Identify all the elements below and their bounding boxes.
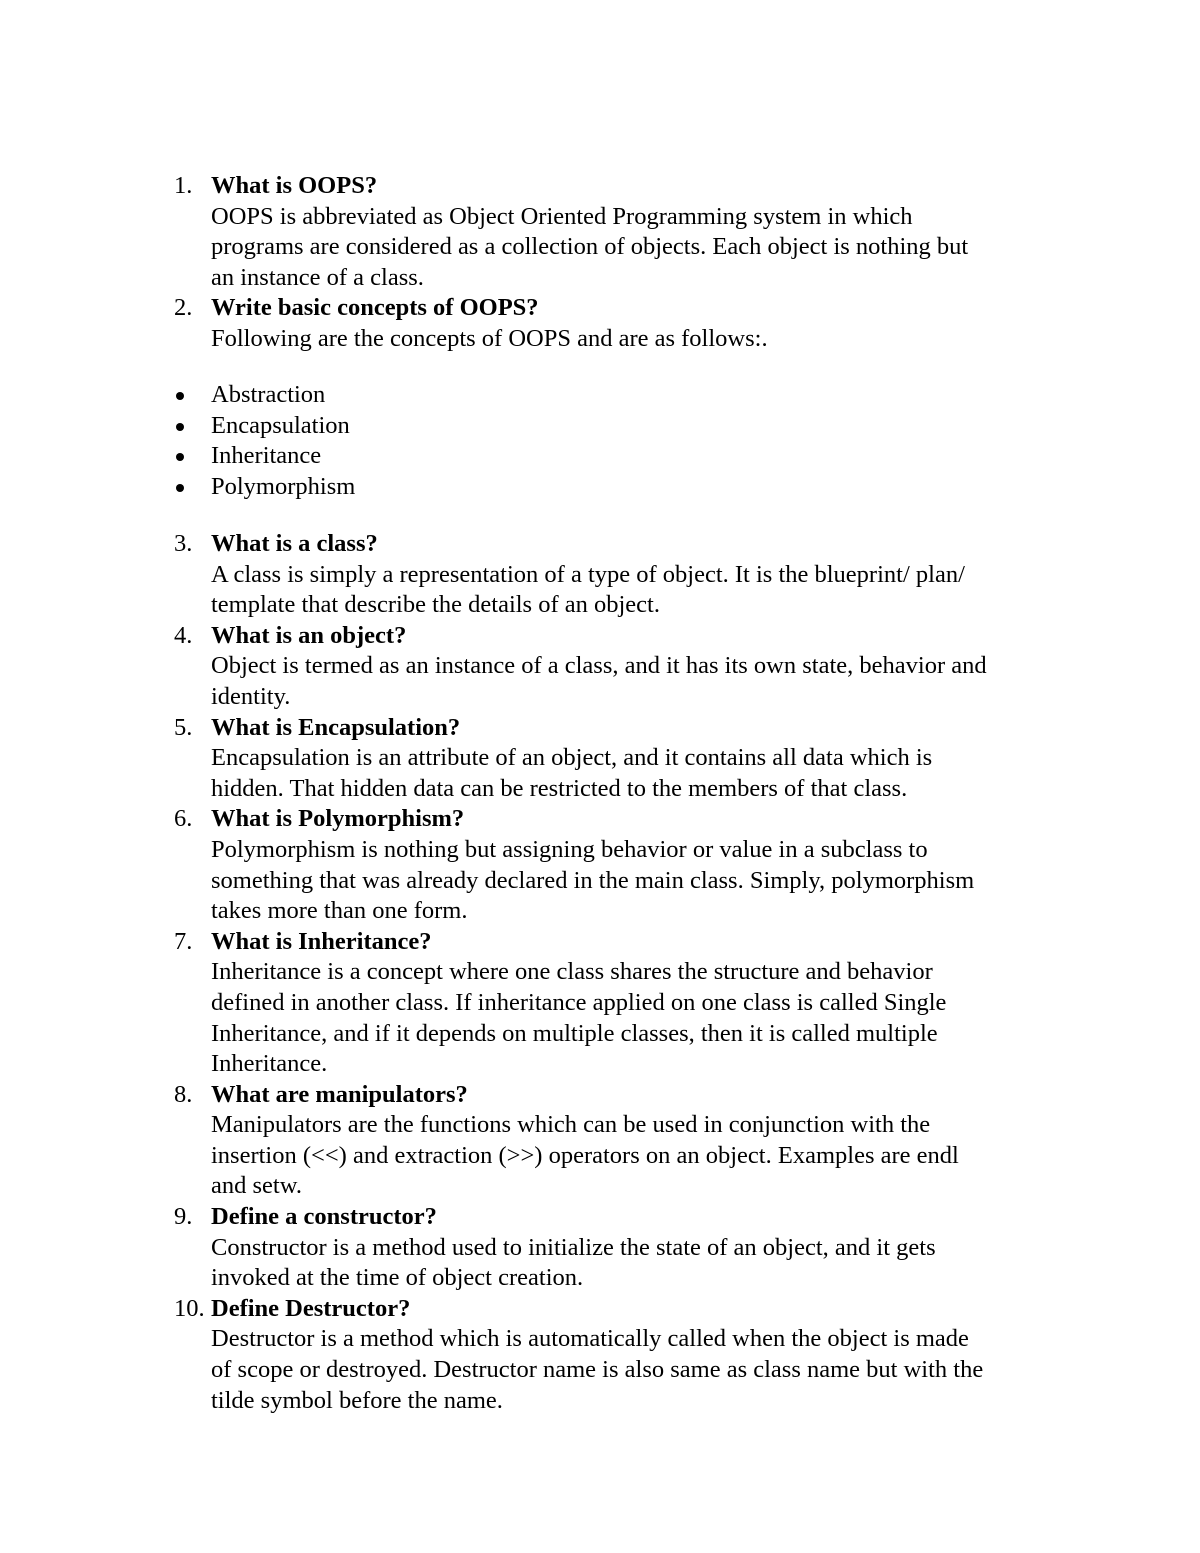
item-number: 3.: [174, 530, 193, 557]
question-item-2: [0, 293, 1061, 354]
item-number: 7.: [174, 927, 193, 955]
answer-line: A class is simply a representation of a type of object. It is the blueprint/ plan/: [211, 560, 965, 588]
question-text: Define Destructor?: [211, 1294, 411, 1322]
item-number: 4.: [174, 621, 193, 649]
answer-line: Encapsulation is an attribute of an object, and it contains all data which is: [211, 744, 933, 772]
question-text: What is Encapsulation?: [211, 713, 461, 741]
question-item-10: [0, 1294, 1061, 1416]
concept-label: Polymorphism: [211, 472, 356, 500]
questions-block-2: [0, 529, 1200, 1416]
bullet-icon: [176, 392, 184, 400]
question-text: Write basic concepts of OOPS?: [211, 294, 539, 322]
concept-label: Abstraction: [211, 381, 326, 408]
answer-line: OOPS is abbreviated as Object Oriented Programming system in which: [211, 202, 913, 230]
answer-line: of scope or destroyed. Destructor name is also same as class name but with the: [211, 1356, 984, 1384]
list-item: [0, 411, 1200, 442]
concept-label: Inheritance: [211, 442, 322, 470]
answer-line: Inheritance.: [211, 1050, 328, 1078]
item-number: 2.: [174, 294, 193, 322]
list-item: [0, 472, 1200, 503]
question-text: What are manipulators?: [211, 1080, 468, 1108]
answer-line: identity.: [211, 682, 291, 710]
question-item-1: [0, 171, 1061, 293]
answer-line: tilde symbol before the name.: [211, 1386, 503, 1414]
item-number: 6.: [174, 805, 193, 833]
item-number: 10.: [174, 1294, 205, 1322]
answer-line: something that was already declared in the main class. Simply, polymorphism: [211, 866, 975, 894]
bullet-icon: [176, 484, 184, 492]
item-number: 1.: [174, 172, 193, 199]
item-number: 8.: [174, 1080, 193, 1108]
answer-line: Constructor is a method used to initialize the state of an object, and it gets: [211, 1233, 936, 1261]
answer-line: Inheritance, and if it depends on multiple classes, then it is called multiple: [211, 1019, 938, 1047]
question-item-5: [0, 713, 1061, 805]
question-item-7: [0, 927, 1061, 1080]
answer-line: Manipulators are the functions which can be used in conjunction with the: [211, 1111, 931, 1139]
answer-line: programs are considered as a collection of objects. Each object is nothing but: [211, 233, 969, 261]
answer-line: takes more than one form.: [211, 897, 468, 925]
concept-label: Encapsulation: [211, 411, 350, 439]
question-text: What is OOPS?: [211, 172, 378, 199]
bullet-icon: [176, 453, 184, 461]
question-item-3: [0, 529, 1061, 621]
question-text: What is an object?: [211, 621, 407, 649]
answer-line: insertion (<<) and extraction (>>) operators on an object. Examples are endl: [211, 1141, 959, 1169]
question-text: What is Polymorphism?: [211, 805, 465, 833]
answer-line: Destructor is a method which is automatically called when the object is made: [211, 1325, 969, 1353]
answer-line: invoked at the time of object creation.: [211, 1264, 584, 1292]
question-text: What is Inheritance?: [211, 927, 432, 955]
question-text: What is a class?: [211, 530, 378, 557]
bullet-icon: [176, 423, 184, 431]
question-item-4: [0, 621, 1061, 713]
answer-line: Inheritance is a concept where one class shares the structure and behavior: [211, 958, 933, 986]
question-item-8: [0, 1080, 1061, 1202]
question-item-9: [0, 1202, 1061, 1294]
concepts-list: [0, 380, 1200, 502]
item-number: 9.: [174, 1203, 193, 1231]
item-number: 5.: [174, 713, 193, 741]
question-text: Define a constructor?: [211, 1203, 437, 1231]
answer-line: Object is termed as an instance of a class, and it has its own state, behavior and: [211, 652, 987, 680]
answer-line: Following are the concepts of OOPS and are as follows:.: [211, 324, 768, 352]
answer-line: Polymorphism is nothing but assigning behavior or value in a subclass to: [211, 835, 928, 863]
answer-line: defined in another class. If inheritance applied on one class is called Single: [211, 988, 947, 1016]
question-item-6: [0, 804, 1061, 926]
answer-line: hidden. That hidden data can be restricted to the members of that class.: [211, 774, 908, 802]
list-item: [0, 380, 1200, 411]
list-item: [0, 441, 1200, 472]
answer-line: template that describe the details of an object.: [211, 591, 660, 619]
answer-line: an instance of a class.: [211, 263, 424, 291]
answer-line: and setw.: [211, 1172, 302, 1200]
questions-block-1: [0, 171, 1200, 355]
